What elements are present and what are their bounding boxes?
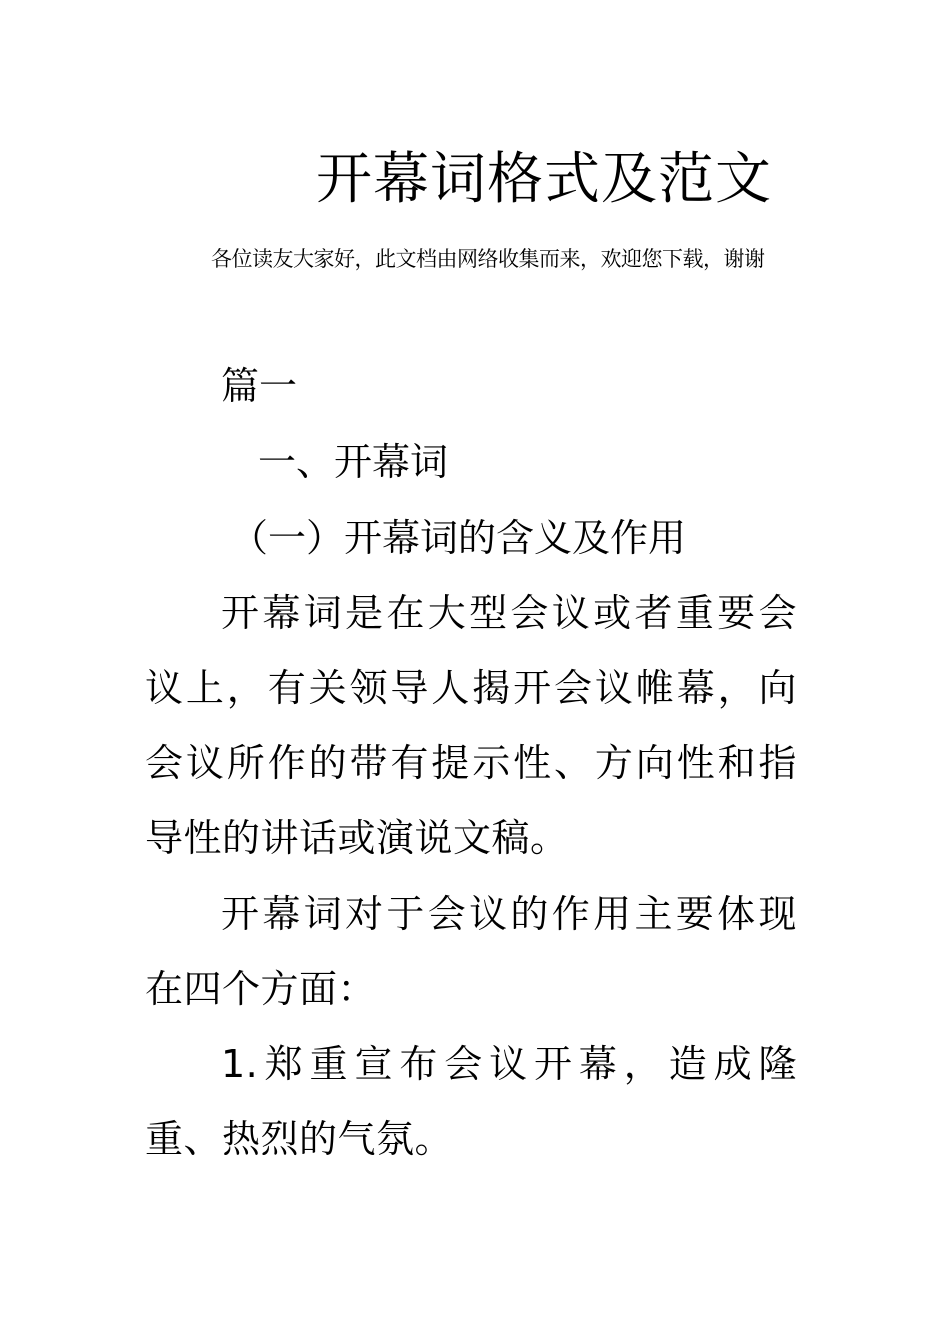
body-paragraph-functions-intro: 开幕词对于会议的作用主要体现在四个方面： (145, 892, 797, 1011)
body-paragraph-definition: 开幕词是在大型会议或者重要会议上，有关领导人揭开会议帷幕，向会议所作的带有提示性、方向性和指导性的讲话或演说文稿。 (145, 591, 797, 860)
heading-level-1: 一、开幕词 (258, 440, 449, 484)
intro-note: 各位读友大家好，此文档由网络收集而来，欢迎您下载，谢谢 (211, 247, 765, 271)
document-title: 开幕词格式及范文 (316, 147, 772, 212)
body-paragraph-function-1: 1.郑重宣布会议开幕，造成隆重、热烈的气氛。 (145, 1042, 797, 1161)
section-label: 篇一 (221, 364, 298, 408)
heading-level-2: （一）开幕词的含义及作用 (230, 516, 687, 560)
